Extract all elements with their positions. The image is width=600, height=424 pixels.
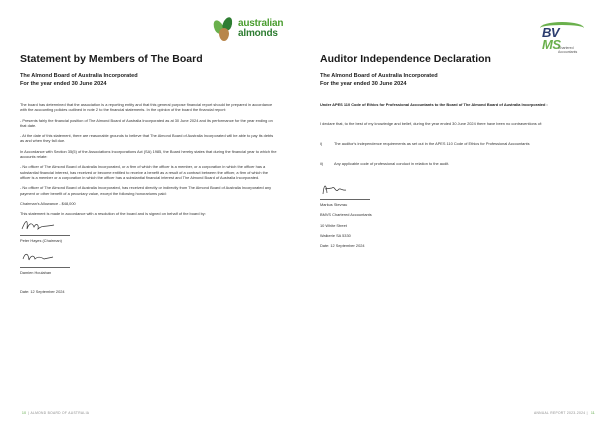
page-title: Auditor Independence Declaration (320, 53, 491, 65)
declaration-heading: Under APES 110 Code of Ethics for Professional Accountants to the Board of The Almond Board of Australia Incorporated : (320, 102, 548, 107)
list-number: ii) (320, 160, 324, 166)
footer-text: ALMOND BOARD OF AUSTRALIA (30, 411, 90, 415)
list-number: i) (320, 140, 323, 146)
footer-text: ANNUAL REPORT 2023-2024 (534, 411, 586, 415)
paragraph: - Presents fairly the financial position of The Almond Board of Australia Incorporated as at 30 June 2024 and its performance for the year ending on that date. (20, 117, 273, 128)
auditor-independence-declaration (320, 53, 578, 254)
paragraph: - At the date of this statement, there are reasonable grounds to believe that The Almond Board of Australia Incorporated will be able to pay its debts as and when they fall due. (20, 133, 274, 144)
signature-line (20, 267, 70, 268)
signer-chairman: Peter Hayes (Chairman) (20, 238, 62, 244)
paragraph: - No officer of The Almond Board of Australia Incorporated, or a firm of which the officer is a member, or a corporation in which the officer has a substantial financial interest, has received or become entitled to receive a benefit as a result of a contract between the officer, a firm of which the officer is a member or a corporation in which the officer has a substantial financial interest and The Almond Board of Australia Incorporated. (20, 164, 268, 180)
declaration-intro: I declare that, to the best of my knowledge and belief, during the year ended 30 June 2024 there have been no contraventions of: (320, 121, 543, 127)
logo-letters-ms: MS (542, 37, 561, 52)
logo-word-australian: australian (238, 18, 284, 29)
list-text: Any applicable code of professional conduct in relation to the audit. (334, 160, 450, 166)
statement-date: Date: 12 September 2024 (20, 289, 65, 295)
statement-by-members (20, 53, 278, 299)
signature-line (320, 199, 370, 200)
signer-member: Damien Houlahan (20, 269, 52, 275)
almond-leaf-icon (214, 16, 234, 42)
signature-line (20, 235, 70, 236)
auditor-name: Markus Stevrau (320, 202, 348, 208)
footer-left: 10 | ALMOND BOARD OF AUSTRALIA (22, 411, 90, 415)
paragraph: The board has determined that the association is a reporting entity and that this general purpose financial report should be prepared in accordance with the accounting policies outlined in note 2 to the financial statements. In the opinion of the board the financial report: (20, 102, 273, 113)
list-item (320, 161, 578, 166)
paragraph: In Accordance with Section 35(5) of the Associations Incorporations Act (SA) 1985, the Board hereby states that during the financial year to which the accounts relate: (20, 148, 277, 160)
allowance-line: Chairman's Allowance - $48,000 (20, 200, 76, 206)
chairman-signature (20, 217, 278, 233)
paragraph: This statement is made in accordance with a resolution of the board and is signed on behalf of the board by: (20, 211, 206, 217)
page-title: Statement by Members of The Board (20, 53, 203, 65)
auditor-signature (320, 181, 578, 197)
declaration-date: Date: 12 September 2024 (320, 243, 365, 249)
member-signature (20, 249, 278, 265)
list-item (320, 141, 578, 146)
organisation-name: The Almond Board of Australia Incorporated (20, 73, 138, 79)
firm-street: 10 White Street (320, 222, 347, 228)
reporting-period: For the year ended 30 June 2024 (20, 81, 107, 87)
page-number: 11 (590, 411, 595, 415)
logo-subtitle: Chartered Accountants (558, 46, 578, 54)
paragraph: - No officer of The Almond Board of Australia Incorporated, has received directly or indirectly from The Almond Board of Australia Incorporated any payment or other benefit of a pecuniary value, except the following honorariums paid: (20, 185, 272, 196)
bvms-logo (540, 22, 584, 56)
firm-suburb: Walkerie SA 5330 (320, 233, 351, 239)
footer-right: ANNUAL REPORT 2023-2024 | 11 (534, 411, 595, 415)
list-text: The auditor's independence requirements as set out in the APES 110 Code of Ethics for Professional Accountants (334, 140, 530, 146)
page-number: 10 (22, 411, 27, 415)
australian-almonds-logo (214, 14, 292, 44)
audit-firm: BMVS Chartered Accountants (320, 212, 372, 218)
logo-letters-bv: BV (542, 25, 560, 40)
logo-word-almonds: almonds (238, 28, 278, 39)
reporting-period: For the year ended 30 June 2024 (320, 81, 407, 87)
organisation-name: The Almond Board of Australia Incorporated (320, 73, 438, 79)
